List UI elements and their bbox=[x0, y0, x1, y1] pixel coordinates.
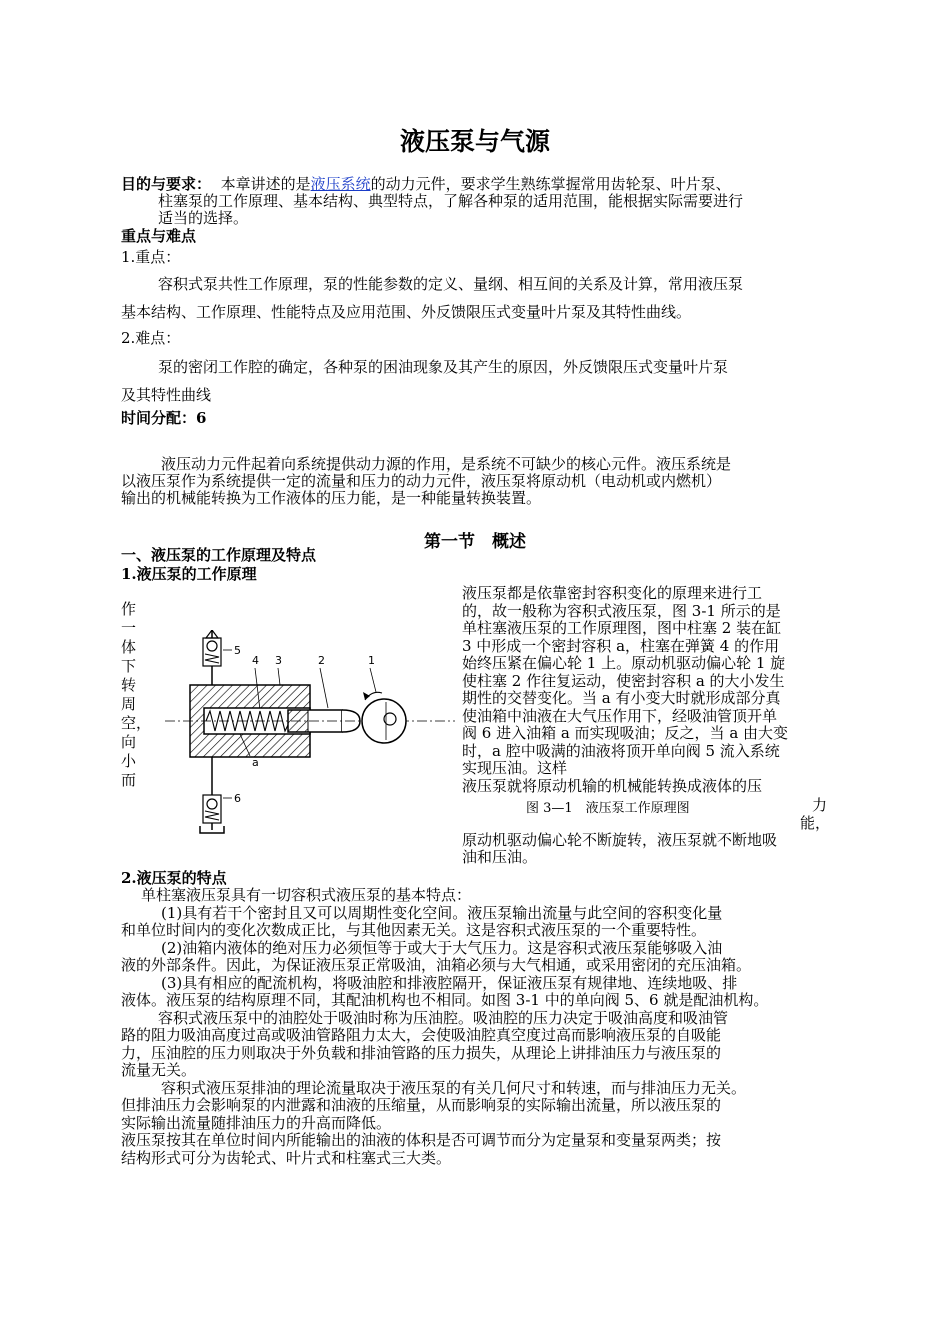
goals-text-after: 的动力元件，要求学生熟练掌握常用齿轮泵、叶片泵、 bbox=[370, 175, 731, 193]
label-2: 2 bbox=[318, 654, 325, 667]
features-line: 液压泵按其在单位时间内所能输出的油液的体积是否可调节而分为定量泵和变量泵两类；按 bbox=[121, 1131, 722, 1149]
vertical-char: 一 bbox=[121, 619, 137, 637]
goals-line-2: 柱塞泵的工作原理、基本结构、典型特点，了解各种泵的适用范围，能根据实际需要进行 bbox=[158, 192, 744, 210]
tail-word-1: 力 bbox=[812, 796, 828, 814]
features-line: 力，压油腔的压力则取决于外负载和排油管路的压力损失，从理论上讲排油压力与液压泵的 bbox=[121, 1043, 722, 1062]
tail-word-2: 能， bbox=[800, 814, 831, 832]
features-line: 路的阻力吸油高度过高或吸油管路阻力太大，会使吸油腔真空度过高而影响液压泵的自吸能 bbox=[121, 1026, 722, 1044]
features-line: 但排油压力会影响泵的内泄露和油液的压缩量，从而影响泵的实际输出流量，所以液压泵的 bbox=[121, 1096, 722, 1114]
vertical-char: 小 bbox=[121, 752, 137, 770]
principle-tail-line-2: 油和压油。 bbox=[462, 848, 538, 866]
principle-line: 液压泵就将原动机输的机械能转换成液体的压 bbox=[462, 776, 763, 795]
features-line: 实际输出流量随排油压力的升高而降低。 bbox=[121, 1113, 392, 1132]
working-principle-heading: 1.液压泵的工作原理 bbox=[121, 565, 257, 583]
goals-line-3: 适当的选择。 bbox=[158, 209, 249, 227]
focus-heading: 重点与难点 bbox=[121, 227, 197, 245]
key-points-line-2: 基本结构、工作原理、性能特点及应用范围、外反馈限压式变量叶片泵及其特性曲线。 bbox=[121, 303, 692, 321]
vertical-char: 作 bbox=[121, 600, 137, 618]
vertical-char: 体 bbox=[121, 638, 137, 656]
features-line: 流量无关。 bbox=[121, 1061, 197, 1079]
key-points-label: 1.重点： bbox=[121, 248, 181, 266]
principle-line: 阀 6 进入油箱 a 而实现吸油；反之，当 a 由大变 bbox=[462, 724, 789, 742]
features-body bbox=[121, 887, 841, 1167]
key-points-line-1: 容积式泵共性工作原理，泵的性能参数的定义、量纲、相互间的关系及计算，常用液压泵 bbox=[158, 275, 744, 293]
features-line: 单柱塞液压泵具有一切容积式液压泵的基本特点： bbox=[141, 886, 472, 904]
label-a: a bbox=[252, 756, 259, 769]
principle-line: 始终压紧在偏心轮 1 上。原动机驱动偏心轮 1 旋 bbox=[462, 654, 786, 672]
principle-line: 3 中形成一个密封容积 a，柱塞在弹簧 4 的作用 bbox=[462, 636, 780, 655]
vertical-char: 而 bbox=[121, 771, 137, 789]
label-3: 3 bbox=[275, 654, 282, 667]
principle-line: 液压泵都是依靠密封容积变化的原理来进行工 bbox=[462, 584, 763, 602]
difficult-points-label: 2.难点： bbox=[121, 329, 181, 347]
principle-line: 的，故一般称为容积式液压泵，图 3-1 所示的是 bbox=[462, 601, 781, 620]
features-line: (2)油箱内液体的绝对压力必须恒等于或大于大气压力。这是容积式液压泵能够吸入油 bbox=[161, 938, 723, 957]
features-line: 结构形式可分为齿轮式、叶片式和柱塞式三大类。 bbox=[121, 1148, 452, 1167]
principle-line: 时，a 腔中吸满的油液将顶开单向阀 5 流入系统 bbox=[462, 741, 780, 760]
time-allocation: 时间分配：6 bbox=[121, 409, 207, 427]
pump-principle-diagram bbox=[160, 630, 460, 835]
goals-line-1 bbox=[121, 176, 731, 194]
principle-tail-line-1: 原动机驱动偏心轮不断旋转，液压泵就不断地吸 bbox=[462, 831, 778, 849]
intro-line-3: 输出的机械能转换为工作液体的压力能，是一种能量转换装置。 bbox=[121, 489, 542, 507]
subsection-heading: 一、液压泵的工作原理及特点 bbox=[121, 546, 317, 564]
principle-line: 单柱塞液压泵的工作原理图，图中柱塞 2 装在缸 bbox=[462, 619, 782, 637]
features-line: 液体。液压泵的结构原理不同，其配油机构也不相同。如图 3-1 中的单向阀 5、6 就是配油机构。 bbox=[121, 991, 769, 1009]
vertical-char: 转 bbox=[121, 676, 137, 694]
principle-line: 期性的交替变化。当 a 有小变大时就形成部分真 bbox=[462, 689, 781, 707]
intro-line-1: 液压动力元件起着向系统提供动力源的作用，是系统不可缺少的核心元件。液压系统是 bbox=[161, 455, 732, 473]
figure-caption: 图 3—1 液压泵工作原理图 bbox=[526, 801, 690, 816]
label-5: 5 bbox=[234, 644, 241, 657]
principle-line: 使柱塞 2 作往复运动，使密封容积 a 的大小发生 bbox=[462, 671, 785, 690]
principle-paragraph bbox=[462, 585, 842, 795]
goals-label: 目的与要求： bbox=[121, 175, 212, 193]
principle-line: 使油箱中油液在大气压作用下，经吸油管顶开单 bbox=[462, 706, 778, 725]
features-line: (1)具有若干个密封且又可以周期性变化空间。液压泵输出流量与此空间的容积变化量 bbox=[161, 903, 723, 922]
features-line: (3)具有相应的配流机构，将吸油腔和排液腔隔开，保证液压泵有规律地、连续地吸、排 bbox=[161, 973, 738, 992]
vertical-text-column bbox=[121, 600, 152, 790]
features-line: 液的外部条件。因此，为保证液压泵正常吸油，油箱必须与大气相通，或采用密闭的充压油箱。 bbox=[121, 956, 752, 974]
difficult-points-line-2: 及其特性曲线 bbox=[121, 386, 212, 404]
vertical-char: 下 bbox=[121, 657, 137, 675]
label-6: 6 bbox=[234, 792, 241, 805]
label-1: 1 bbox=[368, 654, 375, 667]
vertical-char: 空， bbox=[121, 714, 152, 732]
hydraulic-system-link[interactable]: 液压系统 bbox=[310, 175, 371, 193]
vertical-char: 周 bbox=[121, 695, 137, 713]
principle-line: 实现压油。这样 bbox=[462, 759, 568, 777]
intro-line-2: 以液压泵作为系统提供一定的流量和压力的动力元件，液压泵将原动机（电动机或内燃机） bbox=[121, 472, 722, 490]
section-title: 第一节 概述 bbox=[424, 532, 526, 552]
features-line: 容积式液压泵中的油腔处于吸油时称为压油腔。吸油腔的压力决定于吸油高度和吸油管 bbox=[158, 1008, 729, 1027]
features-line: 容积式液压泵排油的理论流量取决于液压泵的有关几何尺寸和转速，而与排油压力无关。 bbox=[161, 1078, 747, 1097]
page-title: 液压泵与气源 bbox=[399, 127, 550, 156]
features-heading: 2.液压泵的特点 bbox=[121, 869, 227, 887]
label-4: 4 bbox=[252, 654, 259, 667]
vertical-char: 向 bbox=[121, 733, 137, 751]
features-line: 和单位时间内的变化次数成正比，与其他因素无关。这是容积式液压泵的一个重要特性。 bbox=[121, 921, 707, 939]
goals-text-before: 本章讲述的是 bbox=[220, 175, 311, 193]
difficult-points-line-1: 泵的密闭工作腔的确定，各种泵的困油现象及其产生的原因，外反馈限压式变量叶片泵 bbox=[158, 358, 729, 376]
